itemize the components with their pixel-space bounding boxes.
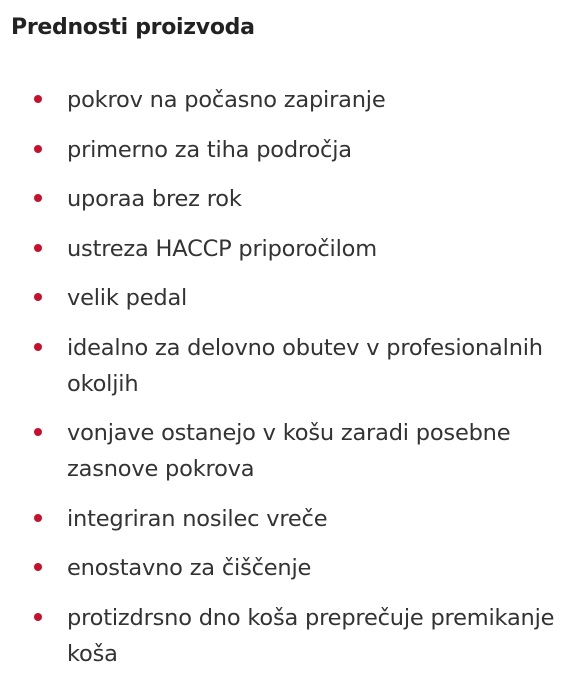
list-item-text: primerno za tiha področja [67,136,352,163]
list-item [0,600,574,672]
bullet-icon [34,613,42,621]
bullet-icon [34,293,42,301]
list-item [0,132,574,168]
list-item [0,280,574,316]
bullet-icon [34,343,42,351]
list-item-text: integriran nosilec vreče [67,505,328,532]
bullet-icon [34,95,42,103]
bullet-icon [34,563,42,571]
list-item-text: protizdrsno dno koša preprečuje premikanje koša [67,604,555,667]
bullet-icon [34,514,42,522]
bullet-icon [34,244,42,252]
list-item-text: velik pedal [67,285,188,311]
list-item [0,550,574,586]
section-title: Prednosti proizvoda [11,15,255,40]
list-item-text: ustreza HACCP priporočilom [67,235,377,262]
list-item [0,82,574,118]
list-item-text: idealno za delovno obutev v profesionalnih okoljih [67,334,543,397]
list-item-text: vonjave ostanejo v košu zaradi posebne zasnove pokrova [67,420,511,482]
bullet-icon [34,428,42,436]
bullet-icon [34,194,42,202]
list-item [0,415,574,487]
bullet-icon [34,145,42,153]
list-item-text: pokrov na počasno zapiranje [67,87,386,113]
list-item [0,181,574,217]
benefits-list [0,82,574,685]
list-item [0,501,574,537]
list-item [0,231,574,267]
list-item-text: enostavno za čiščenje [67,555,312,581]
list-item [0,330,574,402]
list-item-text: uporaa brez rok [67,186,242,212]
